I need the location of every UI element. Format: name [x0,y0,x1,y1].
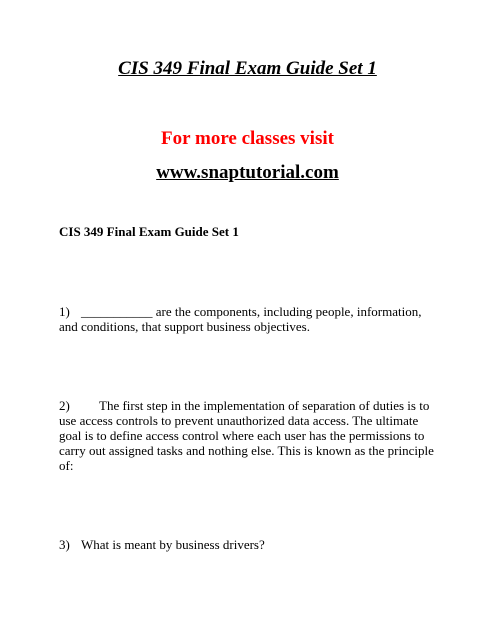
question-3 [59,537,439,552]
question-number: 3) [59,537,70,552]
question-number: 1) [59,304,70,319]
question-1 [59,304,439,334]
website-link[interactable]: www.snaptutorial.com [156,162,339,183]
question-text: What is meant by business drivers? [81,537,265,552]
question-number: 2) [59,398,70,413]
section-subtitle: CIS 349 Final Exam Guide Set 1 [59,224,239,239]
question-2 [59,398,439,473]
promo-text: For more classes visit [161,128,334,149]
question-text: The first step in the implementation of separation of duties is to use access controls to prevent unauthorized data access. The ultimate goal is to define access control where each user has the permissions to carry out assigned tasks and nothing else. This is known as the principle of: [59,398,434,473]
question-text: ___________ are the components, including people, information, and conditions, that support business objectives. [59,304,422,334]
document-title: CIS 349 Final Exam Guide Set 1 [118,58,377,79]
